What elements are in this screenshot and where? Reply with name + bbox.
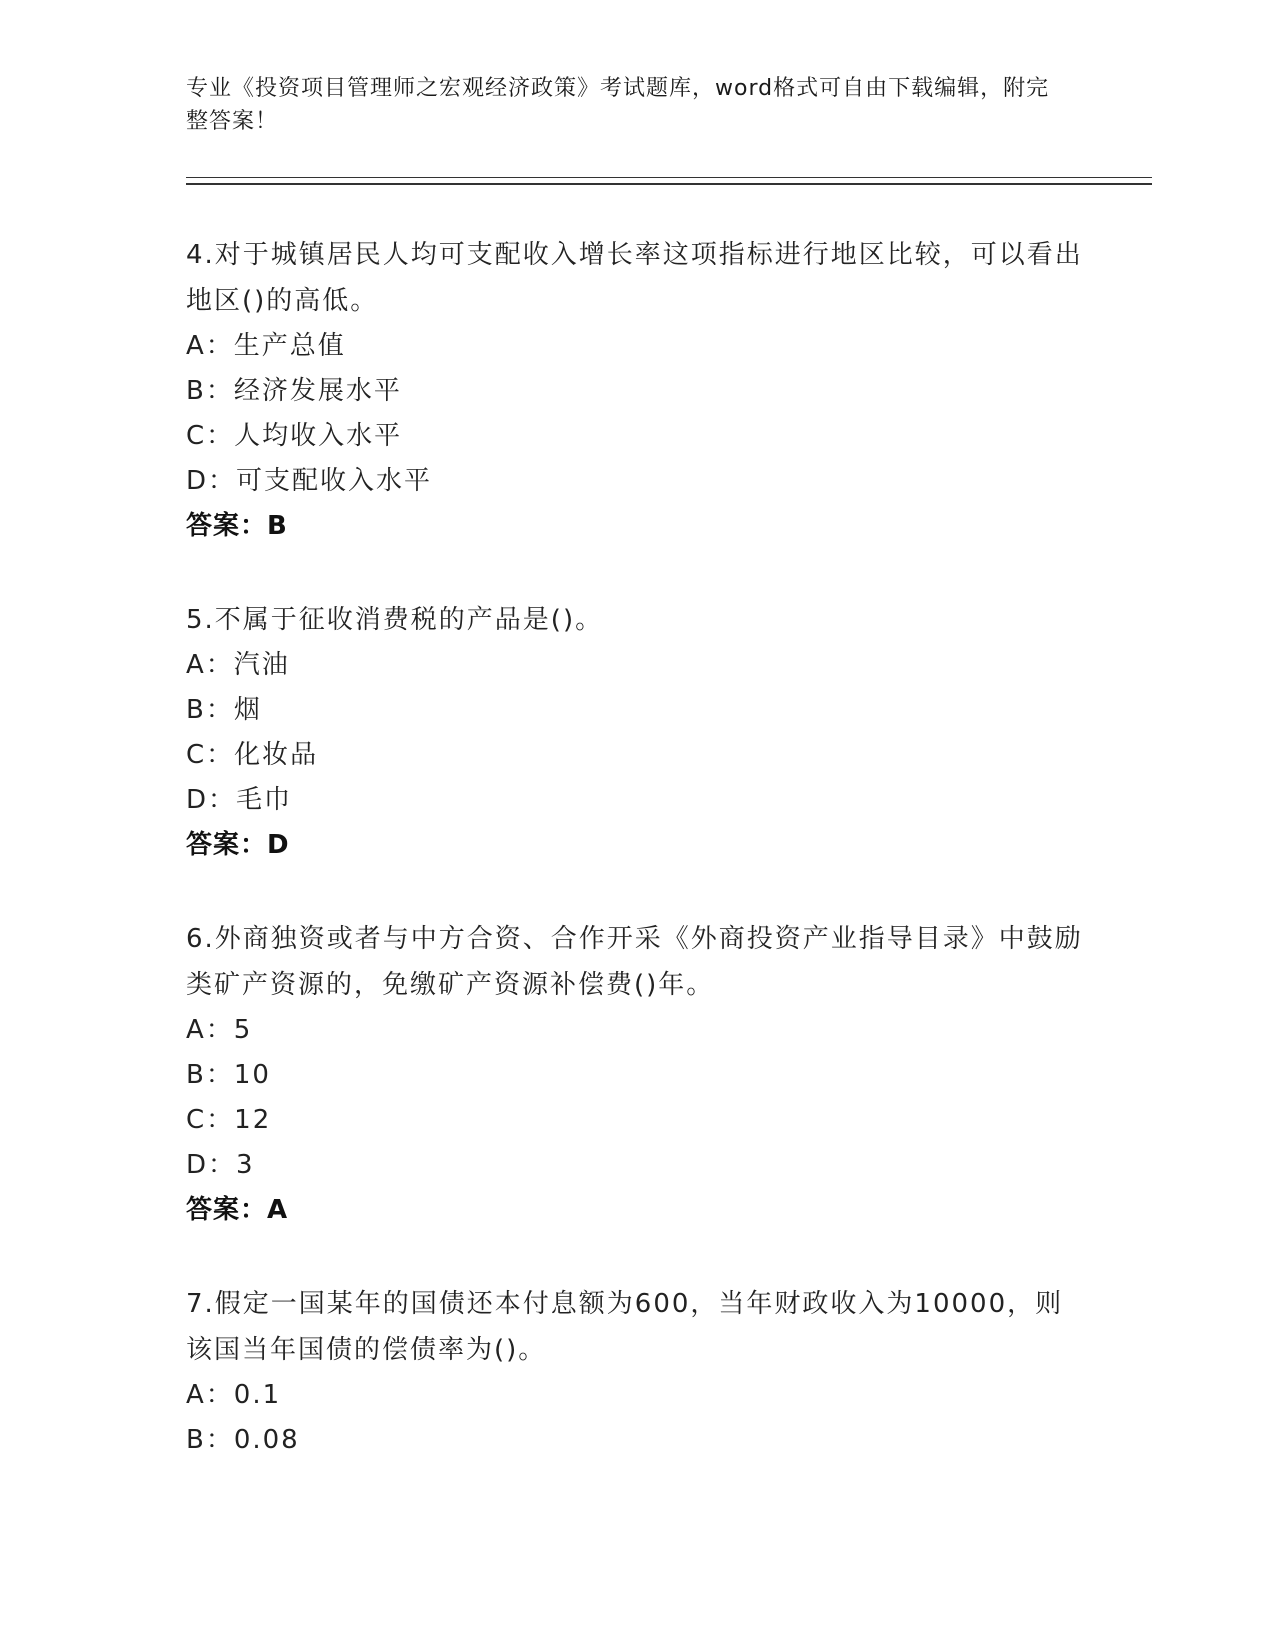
- option-b: B：10: [186, 1060, 271, 1090]
- option-d: D：毛巾: [186, 785, 293, 815]
- option-c: C：人均收入水平: [186, 421, 403, 451]
- question-text: 7.假定一国某年的国债还本付息额为600，当年财政收入为10000，则该国当年国债的偿债率为()。: [186, 1289, 1064, 1365]
- question-text: 6.外商独资或者与中方合资、合作开采《外商投资产业指导目录》中鼓励类矿产资源的，免缴矿产资源补偿费()年。: [186, 924, 1083, 1000]
- option-d: D：3: [186, 1150, 255, 1180]
- question-6: [186, 916, 1086, 1233]
- question-text: 4.对于城镇居民人均可支配收入增长率这项指标进行地区比较，可以看出地区()的高低。: [186, 240, 1083, 316]
- header-divider-top: [186, 177, 1152, 178]
- option-a: A：0.1: [186, 1380, 282, 1410]
- option-b: B：0.08: [186, 1425, 300, 1455]
- header-divider-bottom: [186, 183, 1152, 185]
- option-c: C：12: [186, 1105, 272, 1135]
- answer: 答案：B: [186, 511, 288, 541]
- option-c: C：化妆品: [186, 740, 319, 770]
- question-text: 5.不属于征收消费税的产品是()。: [186, 605, 604, 635]
- option-a: A：汽油: [186, 650, 290, 680]
- option-b: B：经济发展水平: [186, 376, 402, 406]
- question-7: [186, 1281, 1086, 1463]
- option-a: A：生产总值: [186, 331, 346, 361]
- option-b: B：烟: [186, 695, 262, 725]
- option-a: A：5: [186, 1015, 253, 1045]
- question-5: [186, 597, 1086, 868]
- answer: 答案：A: [186, 1195, 289, 1225]
- answer: 答案：D: [186, 830, 290, 860]
- question-4: [186, 232, 1086, 549]
- option-d: D：可支配收入水平: [186, 466, 433, 496]
- header-title: 专业《投资项目管理师之宏观经济政策》考试题库，word格式可自由下载编辑，附完整答案！: [186, 76, 1050, 134]
- document-header: [186, 72, 1066, 138]
- question-list: [186, 232, 1086, 1511]
